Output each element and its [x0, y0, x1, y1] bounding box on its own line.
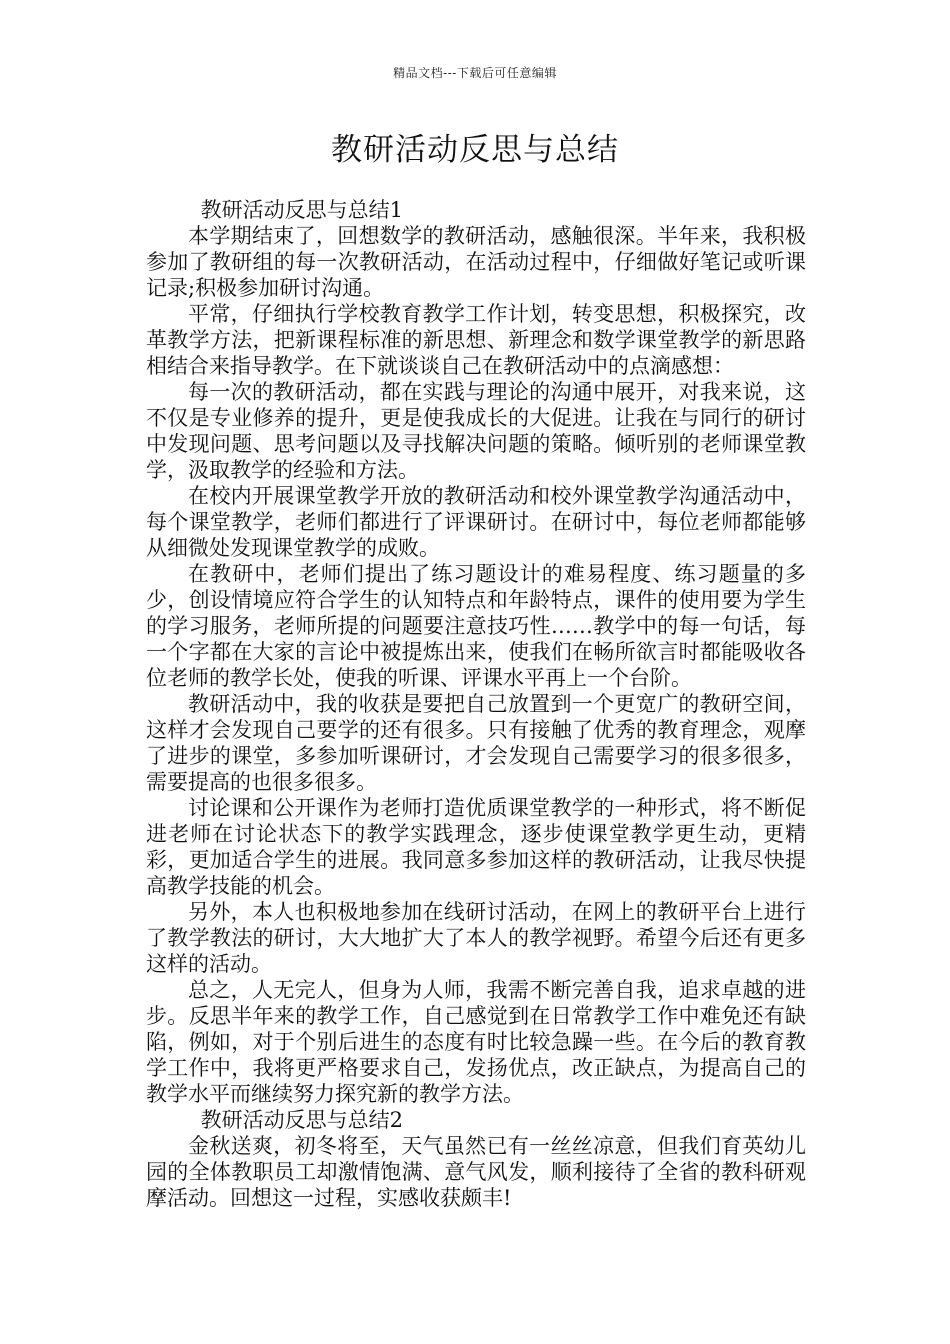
document-title: 教研活动反思与总结	[331, 132, 619, 168]
section-heading-1: 教研活动反思与总结1	[200, 198, 403, 222]
paragraph: 教研活动中，我的收获是要把自己放置到一个更宽广的教研空间，这样才会发现自己要学的还有很多。只有接触了优秀的教育理念，观摩了进步的课堂，多参加听课研讨，才会发现自己需要学习的很多很多，需要提高的也很多很多。	[146, 692, 806, 794]
section-heading-2: 教研活动反思与总结2	[200, 1108, 403, 1132]
paragraph: 总之，人无完人，但身为人师，我需不断完善自我，追求卓越的进步。反思半年来的教学工作，自己感觉到在日常教学工作中难免还有缺陷，例如，对于个别后进生的态度有时比较急躁一些。在今后的教育教学工作中，我将更严格要求自己，发扬优点，改正缺点，为提高自己的教学水平而继续努力探究新的教学方法。	[146, 978, 806, 1106]
paragraph: 在教研中，老师们提出了练习题设计的难易程度、练习题量的多少，创设情境应符合学生的认知特点和年龄特点，课件的使用要为学生的学习服务，老师所提的问题要注意技巧性……教学中的每一句话，每一个字都在大家的言论中被提炼出来，使我们在畅所欲言时都能吸收各位老师的教学长处，使我的听课、评课水平再上一个台阶。	[146, 562, 806, 690]
paragraph: 每一次的教研活动，都在实践与理论的沟通中展开，对我来说，这不仅是专业修养的提升，更是使我成长的大促进。让我在与同行的研讨中发现问题、思考问题以及寻找解决问题的策略。倾听别的老师课堂教学，汲取教学的经验和方法。	[146, 380, 806, 482]
page-header-note: 精品文档---下载后可任意编辑	[393, 66, 557, 80]
paragraph: 在校内开展课堂教学开放的教研活动和校外课堂教学沟通活动中，每个课堂教学，老师们都进行了评课研讨。在研讨中，每位老师都能够从细微处发现课堂教学的成败。	[146, 484, 806, 560]
paragraph: 平常，仔细执行学校教育教学工作计划，转变思想，积极探究，改革教学方法，把新课程标准的新思想、新理念和数学课堂教学的新思路相结合来指导教学。在下就谈谈自己在教研活动中的点滴感想：	[146, 302, 806, 378]
document-body	[146, 197, 806, 1211]
paragraph: 金秋送爽，初冬将至，天气虽然已有一丝丝凉意，但我们育英幼儿园的全体教职员工却激情饱满、意气风发，顺利接待了全省的教科研观摩活动。回想这一过程，实感收获颇丰!	[146, 1134, 806, 1210]
paragraph: 另外，本人也积极地参加在线研讨活动，在网上的教研平台上进行了教学教法的研讨，大大地扩大了本人的教学视野。希望今后还有更多这样的活动。	[146, 900, 806, 976]
paragraph: 本学期结束了，回想数学的教研活动，感触很深。半年来，我积极参加了教研组的每一次教研活动，在活动过程中，仔细做好笔记或听课记录;积极参加研讨沟通。	[146, 224, 806, 300]
paragraph: 讨论课和公开课作为老师打造优质课堂教学的一种形式，将不断促进老师在讨论状态下的教学实践理念，逐步使课堂教学更生动，更精彩，更加适合学生的进展。我同意多参加这样的教研活动，让我尽快提高教学技能的机会。	[146, 796, 806, 898]
